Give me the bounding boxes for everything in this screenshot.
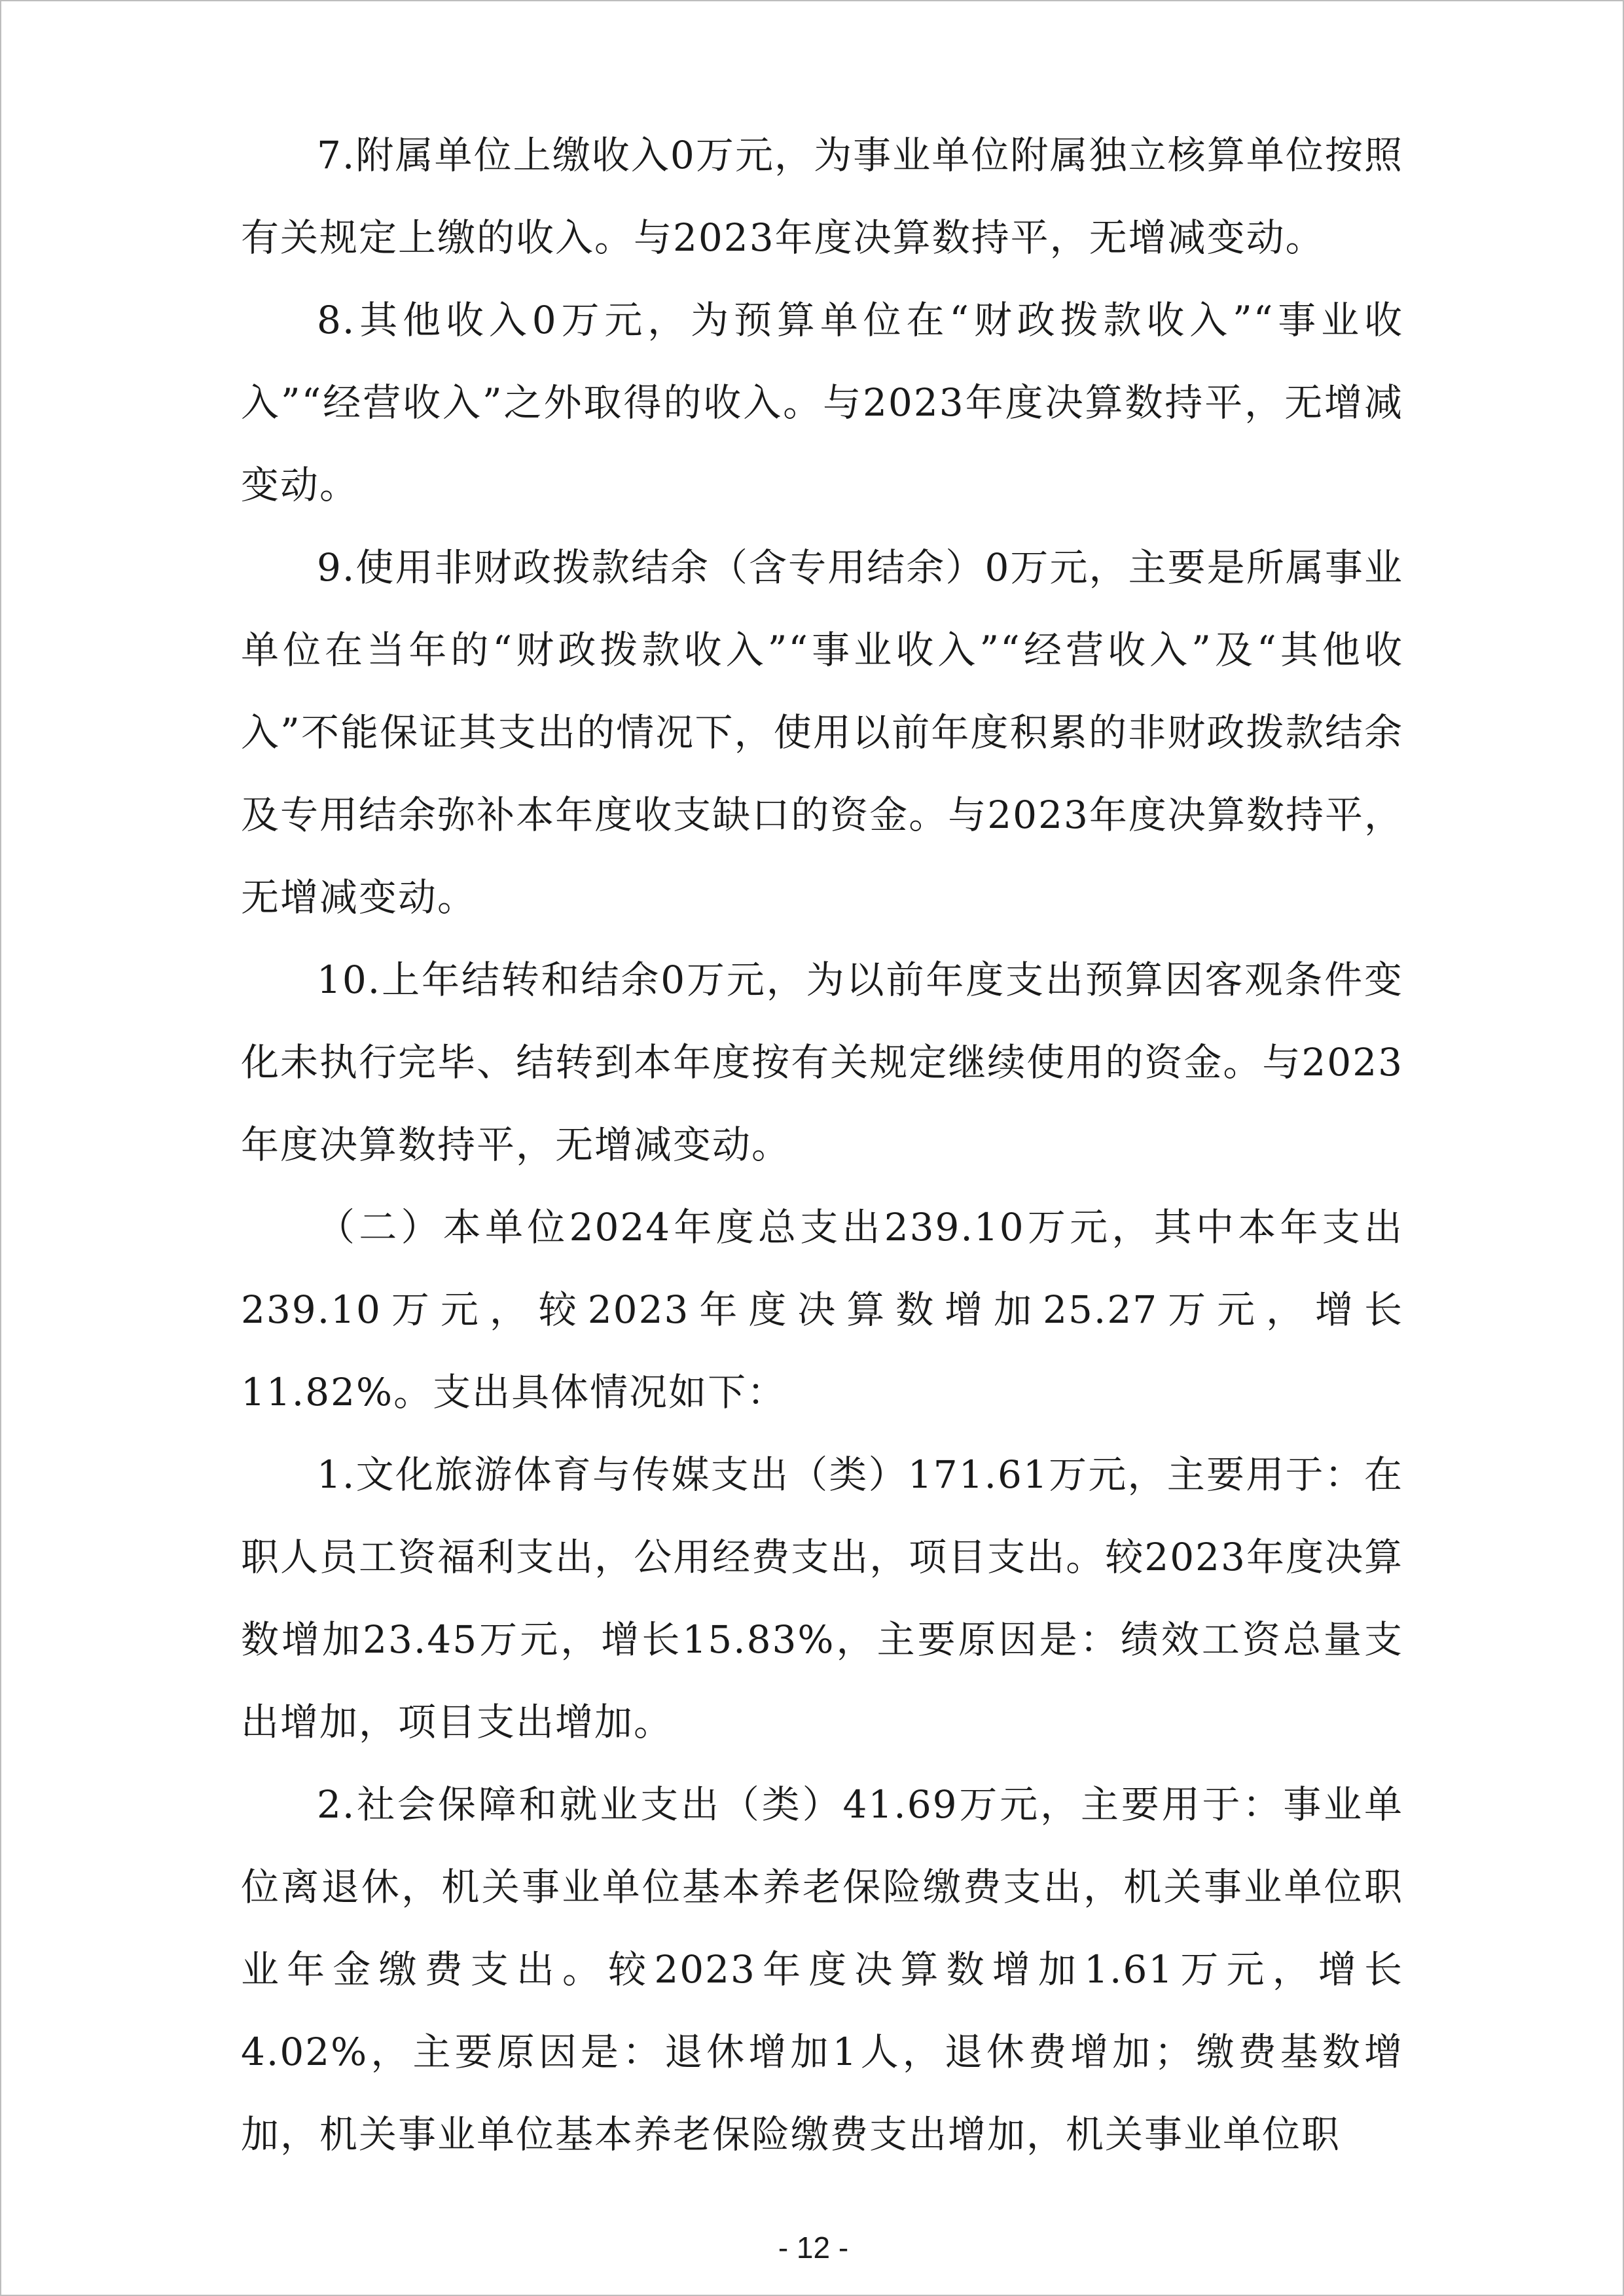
paragraph-affiliated-unit-income: 7.附属单位上缴收入0万元，为事业单位附属独立核算单位按照有关规定上缴的收入。与2023年度决算数持平，无增减变动。 xyxy=(241,133,1403,260)
paragraph-non-fiscal-balance: 9.使用非财政拨款结余（含专用结余）0万元，主要是所属事业单位在当年的“财政拨款收入”“事业收入”“经营收入”及“其他收入”不能保证其支出的情况下，使用以前年度积累的非财政拨款结余及专用结余弥补本年度收支缺口的资金。与2023年度决算数持平，无增减变动。 xyxy=(241,545,1403,920)
paragraph-prior-year-carryover: 10.上年结转和结余0万元，为以前年度支出预算因客观条件变化未执行完毕、结转到本年度按有关规定继续使用的资金。与2023年度决算数持平，无增减变动。 xyxy=(241,958,1403,1167)
document-body xyxy=(241,114,1403,2176)
paragraph-culture-tourism-expenditure: 1.文化旅游体育与传媒支出（类）171.61万元，主要用于：在职人员工资福利支出，公用经费支出，项目支出。较2023年度决算数增加23.45万元，增长15.83%，主要原因是：绩效工资总量支出增加，项目支出增加。 xyxy=(241,1452,1403,1744)
paragraph-social-security-expenditure: 2.社会保障和就业支出（类）41.69万元，主要用于：事业单位离退休，机关事业单位基本养老保险缴费支出，机关事业单位职业年金缴费支出。较2023年度决算数增加1.61万元，增长4.02%，主要原因是：退休增加1人，退休费增加；缴费基数增加，机关事业单位基本养老保险缴费支出增加，机关事业单位职 xyxy=(241,1782,1403,2157)
paragraph-other-income: 8.其他收入0万元，为预算单位在“财政拨款收入”“事业收入”“经营收入”之外取得的收入。与2023年度决算数持平，无增减变动。 xyxy=(241,298,1403,507)
page-number: - 12 - xyxy=(778,2231,849,2265)
paragraph-total-expenditure: （二）本单位2024年度总支出239.10万元，其中本年支出239.10万元，较2023年度决算数增加25.27万元，增长11.82%。支出具体情况如下： xyxy=(241,1205,1403,1414)
